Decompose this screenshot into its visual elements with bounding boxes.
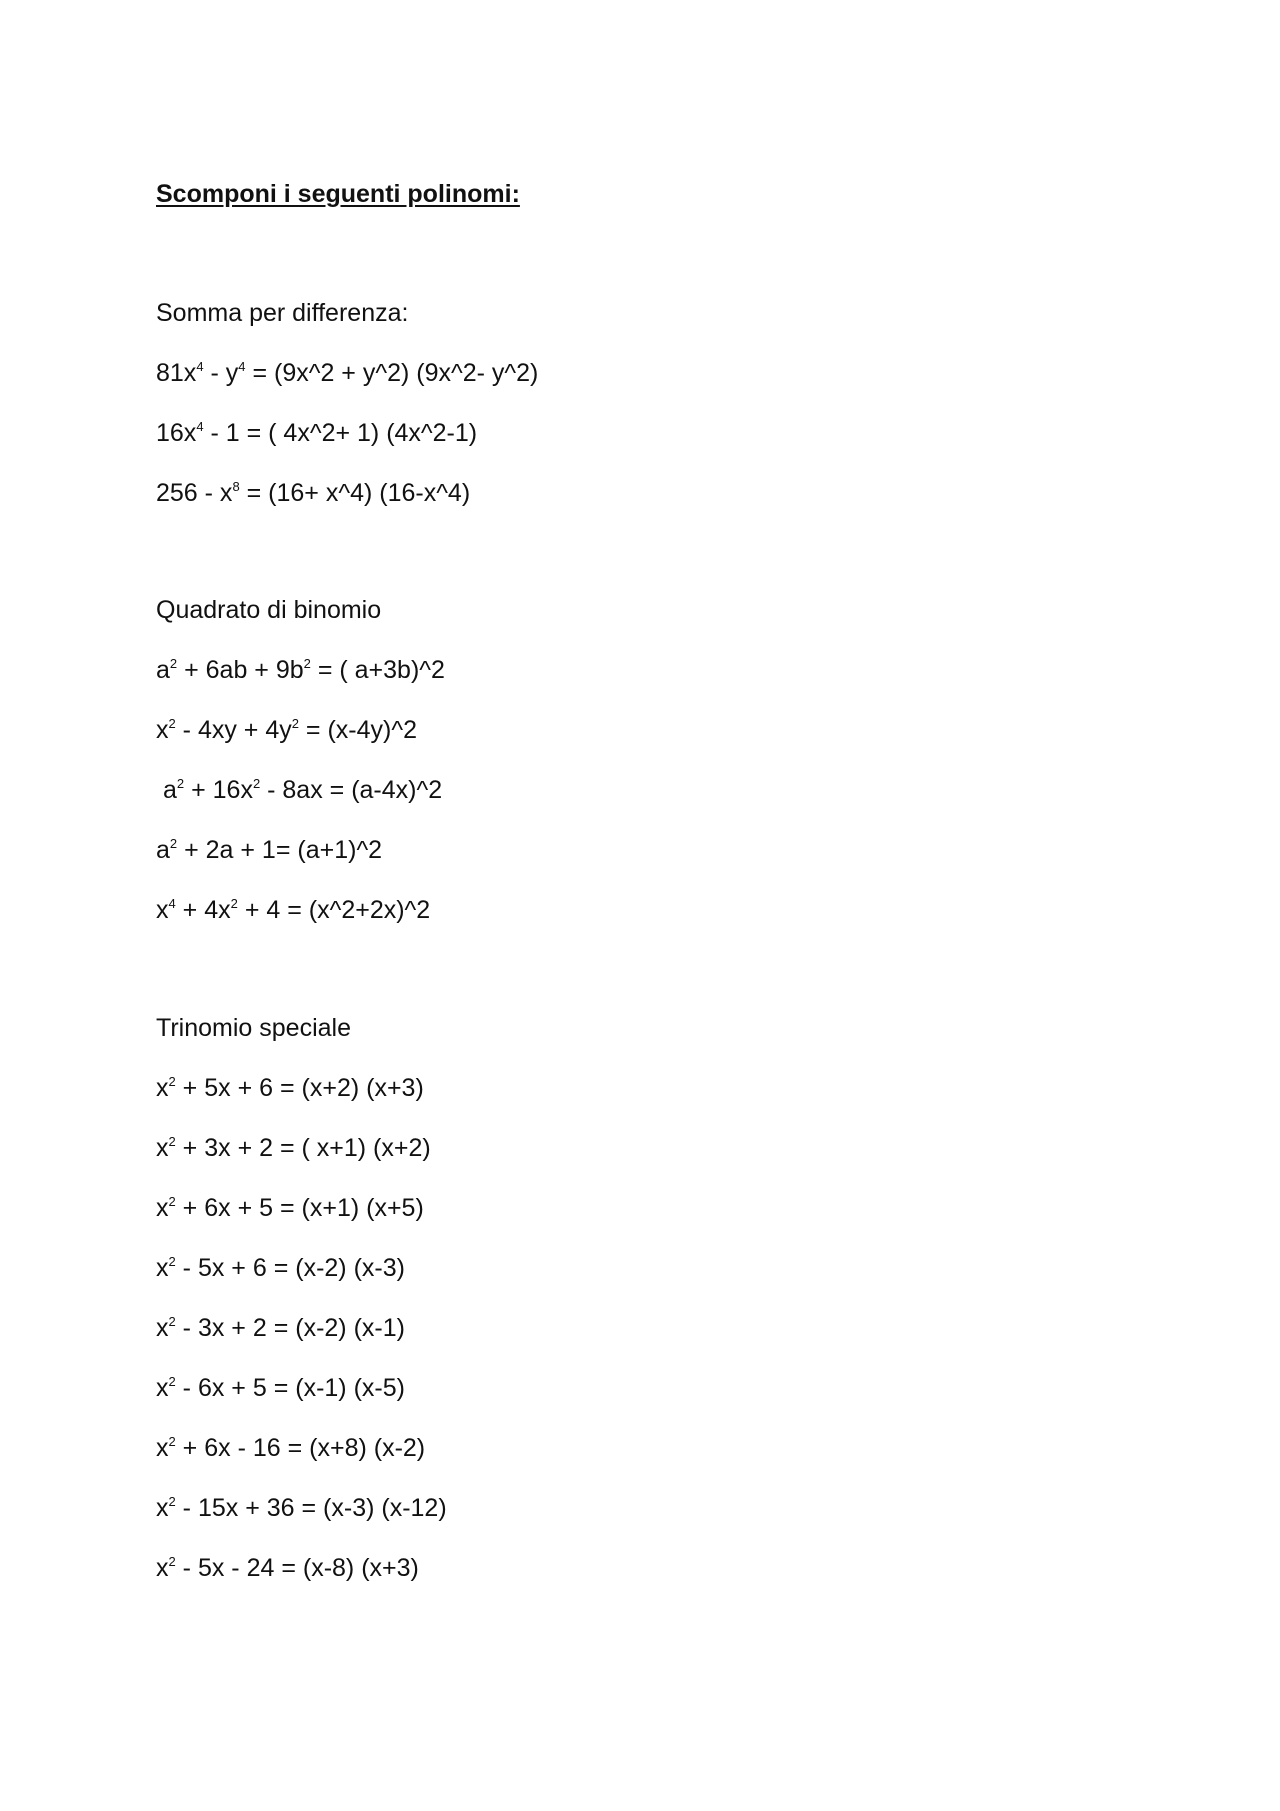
exercise-line [156, 1193, 424, 1223]
exponent: 2 [168, 1374, 176, 1389]
expression-text: x [156, 1254, 169, 1282]
expression-text: = (16+ x^4) (16-x^4) [239, 479, 471, 507]
expression-text: + 6ab + 9b [177, 656, 304, 684]
expression-text: - 5x - 24 = (x-8) (x+3) [175, 1554, 419, 1582]
expression-text: - 3x + 2 = (x-2) (x-1) [175, 1314, 405, 1342]
exponent: 2 [168, 1194, 176, 1209]
exercise-line [156, 835, 382, 865]
expression-text: 81x [156, 359, 197, 387]
expression-text: - 6x + 5 = (x-1) (x-5) [175, 1374, 405, 1402]
exponent: 2 [168, 1494, 176, 1509]
expression-text: 256 - x [156, 479, 233, 507]
expression-text: x [156, 1074, 169, 1102]
exponent: 2 [230, 896, 238, 911]
expression-text: + 3x + 2 = ( x+1) (x+2) [175, 1134, 431, 1162]
exponent: 4 [196, 359, 204, 374]
page-title: Scomponi i seguenti polinomi: [156, 180, 520, 208]
exponent: 2 [168, 1554, 176, 1569]
expression-text: = (9x^2 + y^2) (9x^2- y^2) [245, 359, 539, 387]
expression-text: a [156, 836, 170, 864]
section-heading-quadrato: Quadrato di binomio [156, 596, 382, 624]
exponent: 4 [238, 359, 246, 374]
expression-text: + 4 = (x^2+2x)^2 [237, 896, 431, 924]
expression-text: x [156, 1554, 169, 1582]
exercise-line [156, 1493, 447, 1523]
expression-text: x [156, 1494, 169, 1522]
expression-text: x [156, 1434, 169, 1462]
expression-text: 16x [156, 419, 197, 447]
exercise-line [156, 1253, 405, 1283]
exponent: 2 [303, 656, 311, 671]
expression-text: - 4xy + 4y [175, 716, 292, 744]
exponent: 2 [169, 836, 178, 851]
expression-text: - 15x + 36 = (x-3) (x-12) [175, 1494, 447, 1522]
exercise-line [156, 418, 477, 448]
expression-text: a [156, 656, 170, 684]
section-heading-trinomio: Trinomio speciale [156, 1014, 351, 1042]
exponent: 2 [168, 1254, 176, 1269]
expression-text: - 5x + 6 = (x-2) (x-3) [175, 1254, 405, 1282]
exponent: 2 [176, 776, 185, 791]
exponent: 2 [168, 1074, 176, 1089]
exponent: 2 [168, 1434, 176, 1449]
exercise-line [156, 1133, 431, 1163]
expression-text: = ( a+3b)^2 [310, 656, 445, 684]
exercise-line [156, 715, 417, 745]
exponent: 2 [169, 656, 178, 671]
expression-text: = (x-4y)^2 [298, 716, 417, 744]
expression-text: - y [203, 359, 239, 387]
expression-text: + 16x [184, 776, 253, 804]
exponent: 2 [291, 716, 299, 731]
exercise-line [156, 478, 470, 508]
expression-text: x [156, 716, 169, 744]
expression-text: x [156, 1134, 169, 1162]
exercise-line [163, 775, 442, 805]
exercise-line [156, 1373, 405, 1403]
expression-text: x [156, 1314, 169, 1342]
expression-text: + 6x - 16 = (x+8) (x-2) [175, 1434, 426, 1462]
exercise-line [156, 1553, 419, 1583]
expression-text: x [156, 896, 169, 924]
expression-text: x [156, 1194, 169, 1222]
exercise-line [156, 895, 430, 925]
exercise-line [156, 1313, 405, 1343]
expression-text: + 6x + 5 = (x+1) (x+5) [175, 1194, 424, 1222]
exponent: 8 [232, 479, 240, 494]
exponent: 4 [168, 896, 176, 911]
section-heading-somma: Somma per differenza: [156, 299, 409, 327]
expression-text: - 1 = ( 4x^2+ 1) (4x^2-1) [203, 419, 478, 447]
exercise-line [156, 358, 538, 388]
exercise-line [156, 1073, 424, 1103]
exercise-line [156, 1433, 425, 1463]
expression-text: + 4x [175, 896, 231, 924]
expression-text: + 5x + 6 = (x+2) (x+3) [175, 1074, 424, 1102]
expression-text: a [163, 776, 177, 804]
exponent: 2 [252, 776, 261, 791]
exponent: 2 [168, 1314, 176, 1329]
expression-text: + 2a + 1= (a+1)^2 [177, 836, 383, 864]
exponent: 4 [196, 419, 204, 434]
exercise-line [156, 655, 445, 685]
exponent: 2 [168, 1134, 176, 1149]
expression-text: - 8ax = (a-4x)^2 [260, 776, 443, 804]
exponent: 2 [168, 716, 176, 731]
expression-text: x [156, 1374, 169, 1402]
